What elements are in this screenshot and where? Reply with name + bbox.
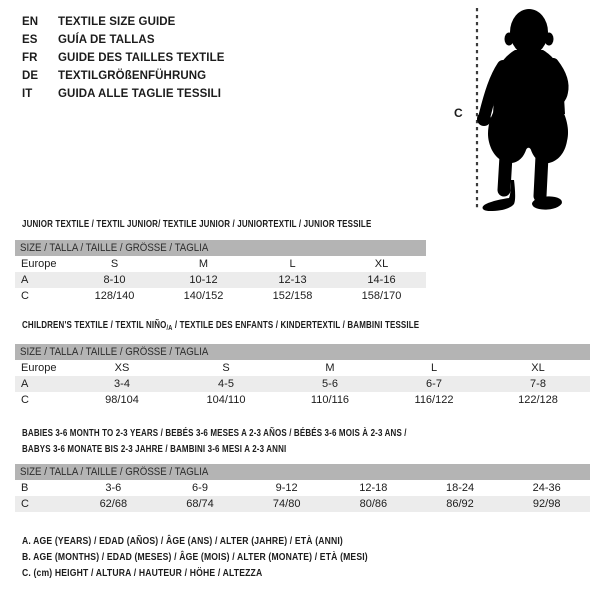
language-row-es: [22, 31, 225, 49]
table-cell: 3-4: [114, 378, 130, 390]
table-cell: 122/128: [518, 394, 558, 406]
row-label: B: [21, 482, 29, 494]
table-row: [15, 480, 590, 496]
language-list: [22, 13, 225, 103]
table-cell: 140/152: [183, 290, 224, 302]
table-cell: 12-18: [359, 482, 388, 494]
table-cell: 92/98: [532, 498, 561, 510]
table-cell: XL: [374, 258, 389, 270]
language-title: TEXTILE SIZE GUIDE: [58, 16, 176, 28]
table-cell: L: [289, 258, 296, 270]
language-title: GUIDE DES TAILLES TEXTILE: [58, 52, 225, 64]
row-label: C: [21, 498, 29, 510]
table-cell: 158/170: [361, 290, 402, 302]
table-cell: 6-7: [426, 378, 442, 390]
junior-section-title: JUNIOR TEXTILE / TEXTIL JUNIOR/ TEXTILE JUNIOR / JUNIORTEXTIL / JUNIOR TESSILE: [22, 218, 372, 230]
table-cell: 68/74: [186, 498, 214, 510]
table-cell: 24-36: [532, 482, 561, 494]
size-header-bar: [15, 240, 426, 256]
table-cell: L: [430, 362, 438, 374]
language-title: GUÍA DE TALLAS: [58, 34, 155, 46]
table-cell: M: [198, 258, 209, 270]
table-cell: 62/68: [99, 498, 128, 510]
table-cell: M: [325, 362, 335, 374]
table-row: [15, 392, 590, 408]
table-row: [15, 496, 590, 512]
table-cell: S: [222, 362, 230, 374]
table-row: [15, 288, 426, 304]
table-cell: XS: [114, 362, 130, 374]
table-cell: 8-10: [103, 274, 126, 286]
table-cell: 116/122: [414, 394, 454, 406]
children-section-title: [22, 319, 419, 332]
row-label: A: [21, 378, 29, 390]
table-cell: S: [110, 258, 119, 270]
legend-line-b: B. AGE (MONTHS) / EDAD (MESES) / ÂGE (MOIS) / ALTER (MONATE) / ETÀ (MESI): [22, 551, 368, 563]
table-cell: 9-12: [275, 482, 298, 494]
table-cell: XL: [531, 362, 545, 374]
row-label: A: [21, 274, 29, 286]
size-header-label: SIZE / TALLA / TAILLE / GRÖSSE / TAGLIA: [20, 346, 209, 358]
language-code: EN: [22, 16, 39, 28]
children-title-main: CHILDREN'S TEXTILE / TEXTIL NIÑO: [22, 319, 167, 331]
babies-size-table: [15, 464, 590, 512]
table-cell: 12-13: [278, 274, 307, 286]
row-label: Europe: [21, 258, 57, 270]
size-header-label: SIZE / TALLA / TAILLE / GRÖSSE / TAGLIA: [20, 242, 209, 254]
table-row: [15, 360, 590, 376]
row-label: C: [21, 394, 29, 406]
table-cell: 18-24: [445, 482, 475, 494]
babies-title-line1: BABIES 3-6 MONTH TO 2-3 YEARS / BEBÉS 3-6 MESES A 2-3 AÑOS / BÉBÉS 3-6 MOIS À 2-3 ANS /: [22, 427, 407, 439]
table-cell: 104/110: [206, 394, 246, 406]
table-cell: 6-9: [192, 482, 208, 494]
junior-size-table: [15, 240, 426, 304]
language-row-en: [22, 13, 225, 31]
language-row-it: [22, 85, 225, 103]
language-row-de: [22, 67, 225, 85]
language-code: FR: [22, 52, 38, 64]
row-label: Europe: [21, 362, 57, 374]
size-header-bar: [15, 464, 590, 480]
measurement-legend: [22, 535, 444, 583]
language-code: IT: [22, 88, 33, 100]
children-title-subscript: /A: [166, 323, 173, 332]
children-title-rest: / TEXTILE DES ENFANTS / KINDERTEXTIL / BAMBINI TESSILE: [172, 319, 420, 331]
table-row: [15, 256, 426, 272]
legend-line-a: A. AGE (YEARS) / EDAD (AÑOS) / ÂGE (ANS) / ALTER (JAHRE) / ETÀ (ANNI): [22, 535, 343, 547]
language-title: GUIDA ALLE TAGLIE TESSILI: [58, 88, 222, 100]
table-cell: 74/80: [272, 498, 301, 510]
language-title: TEXTILGRÖßENFÜHRUNG: [58, 70, 207, 82]
babies-title-line2: BABYS 3-6 MONATE BIS 2-3 JAHRE / BAMBINI 3-6 MESI A 2-3 ANNI: [22, 443, 287, 455]
table-cell: 80/86: [359, 498, 388, 510]
table-cell: 7-8: [530, 378, 546, 390]
language-row-fr: [22, 49, 225, 67]
table-cell: 98/104: [105, 394, 139, 406]
table-row: [15, 272, 426, 288]
size-header-label: SIZE / TALLA / TAILLE / GRÖSSE / TAGLIA: [20, 466, 209, 478]
table-cell: 10-12: [189, 274, 218, 286]
children-size-table: [15, 344, 590, 408]
table-cell: 110/116: [310, 394, 350, 406]
table-cell: 152/158: [272, 290, 313, 302]
table-cell: 86/92: [446, 498, 474, 510]
table-cell: 4-5: [218, 378, 234, 390]
table-cell: 128/140: [94, 290, 135, 302]
size-header-bar: [15, 344, 590, 360]
table-cell: 14-16: [367, 274, 396, 286]
language-code: ES: [22, 34, 38, 46]
legend-line-c: C. (cm) HEIGHT / ALTURA / HAUTEUR / HÖHE / ALTEZZA: [22, 567, 263, 579]
toddler-silhouette-image: [465, 0, 600, 215]
row-label: C: [21, 290, 29, 302]
babies-section-title: [22, 425, 407, 457]
language-code: DE: [22, 70, 39, 82]
table-cell: 3-6: [105, 482, 122, 494]
table-cell: 5-6: [322, 378, 338, 390]
table-row: [15, 376, 590, 392]
height-measure-label: C: [454, 106, 463, 120]
